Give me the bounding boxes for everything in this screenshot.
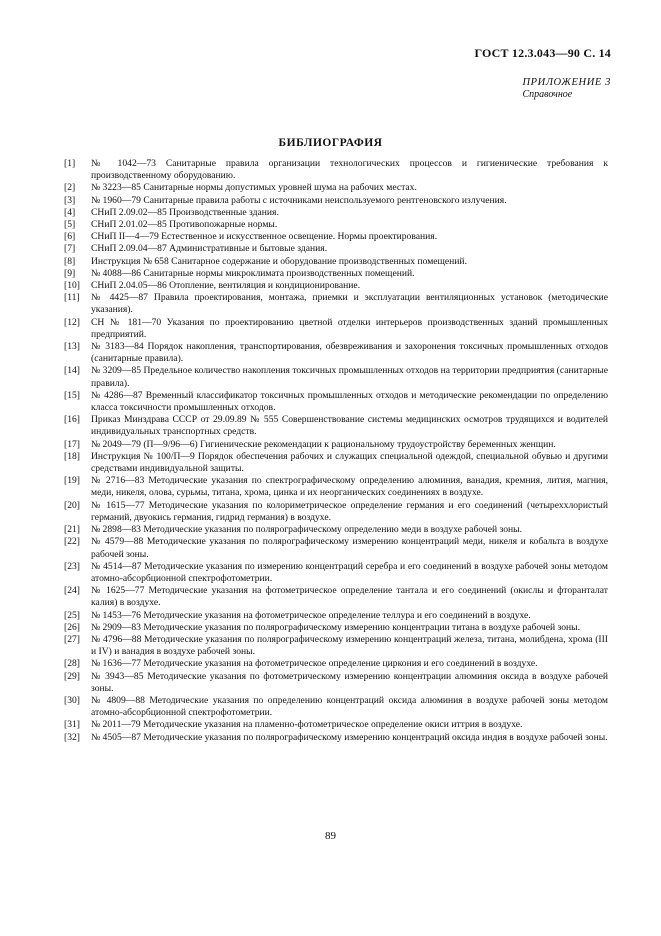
bibliography-entry [64,195,608,207]
bibliography-entry [64,182,608,194]
entry-number: [17] [64,438,80,450]
entry-text: № 1615—77 Методические указания по колориметрическое определение германия и его соединений (четыреххлористый германий, двуокись германия, гидрид германия) в воздухе. [91,499,608,523]
bibliography-entry [64,292,608,316]
bibliography-entry [64,658,608,670]
entry-number: [6] [64,231,76,243]
entry-number: [20] [64,499,80,511]
entry-text: № 2898—83 Методические указания по полярографическому определению меди в воздухе рабочей зоны. [91,524,523,536]
entry-number: [31] [64,719,80,731]
bibliography-entry [64,451,608,475]
entry-text: СН № 181—70 Указания по проектированию цветной отделки интерьеров производственных зданий промышленных предприятий. [91,316,608,340]
bibliography-entry [64,365,608,389]
bibliography-entry [64,207,608,219]
bibliography-entry [64,634,608,658]
entry-number: [23] [64,560,80,572]
section-title: БИБЛИОГРАФИЯ [278,137,383,149]
entry-number: [29] [64,670,80,682]
entry-text: № 3209—85 Предельное количество накопления токсичных промышленных отходов на территории предприятия (санитарные правила). [91,365,608,389]
bibliography-entry [64,317,608,341]
entry-text: СНиП 2.09.02—85 Производственные здания. [91,206,279,218]
entry-number: [22] [64,536,80,548]
entry-text: № 2716—83 Методические указания по спектрографическому определению алюминия, ванадия, кремния, лития, магния, меди, никеля, олова, сурьмы, титана, хрома, цинка и их неорганических соединениях в воздухе. [91,475,608,499]
entry-text: № 4809—88 Методические указания по определению концентраций оксида алюминия в воздухе рабочей зоны методом атомно-абсорбционной спектрофотометрии. [91,694,608,719]
bibliography-entry [64,268,608,280]
bibliography-entry [64,475,608,499]
bibliography-entry [64,719,608,731]
appendix-subtitle: Справочное [522,89,573,100]
document-header: ГОСТ 12.3.043—90 С. 14 [474,46,611,60]
bibliography-entry [64,231,608,243]
entry-number: [9] [64,267,76,279]
entry-number: [25] [64,609,80,621]
entry-text: № 3943—85 Методические указания по фотометрическому измерению концентрации алюминия оксида в воздухе рабочей зоны. [91,670,608,694]
entry-text: № 3183—84 Порядок накопления, транспортирования, обезвреживания и захоронения токсичных промышленных отходов (санитарные правила). [91,341,608,365]
bibliography-entry [64,256,608,268]
bibliography-entry [64,243,608,255]
entry-text: СНиП 2.04.05—86 Отопление, вентиляция и кондиционирование. [91,280,361,292]
bibliography-entry [64,536,608,560]
entry-text: Приказ Минздрава СССР от 29.09.89 № 555 Совершенствование системы медицинских осмотров трудящихся и водителей индивидуальных транспортных средств. [91,414,608,438]
entry-number: [26] [64,621,80,633]
bibliography-entry [64,671,608,695]
entry-number: [21] [64,524,80,536]
entry-text: № 4088—86 Санитарные нормы микроклимата производственных помещений. [91,267,415,279]
entry-number: [32] [64,731,80,743]
entry-text: № 1636—77 Методические указания на фотометрическое определение циркония и его соединений в воздухе. [91,658,538,670]
bibliography-entry [64,500,608,524]
bibliography-entry [64,280,608,292]
entry-text: № 2909—83 Методические указания по полярографическому измерению концентрации титана в воздухе рабочей зоны. [91,621,581,633]
entry-text: № 4796—88 Методические указания по полярографическому измерению концентраций железа, титана, молибдена, хрома (III и IV) и ванадия в воздухе рабочей зоны. [91,633,608,658]
entry-text: СНиП II—4—79 Естественное и искусственное освещение. Нормы проектирования. [91,231,438,243]
entry-number: [30] [64,694,80,706]
entry-text: № 1453—76 Методические указания на фотометрическое определение теллура и его соединений в воздухе. [91,609,531,621]
entry-text: № 1960—79 Санитарные правила работы с источниками неиспользуемого рентгеновского излучения. [91,194,507,206]
entry-text: Инструкция № 658 Санитарное содержание и оборудование производственных помещений. [91,255,467,267]
entry-text: СНиП 2.09.04—87 Административные и бытовые здания. [91,243,328,255]
entry-text: № 1625—77 Методические указания на фотометрическое определение тантала и его соединений (окислы и фторанталат калия) в воздухе. [91,585,608,609]
entry-number: [27] [64,633,80,645]
entry-text: № 4286—87 Временный классификатор токсичных промышленных отходов и методические рекомендации по определению класса токсичности промышленных отходов. [91,389,608,414]
bibliography-entry [64,524,608,536]
entry-number: [28] [64,658,80,670]
entry-text: № 2049—79 (П—9/96—6) Гигиенические рекомендации к рациональному трудоустройству беременных женщин. [91,438,556,450]
bibliography-entry [64,732,608,744]
entry-number: [7] [64,243,76,255]
entry-text: № 1042—73 Санитарные правила организации технологических процессов и гигиенические требования к производственному оборудованию. [91,158,608,182]
entry-number: [16] [64,414,80,426]
entry-number: [18] [64,450,80,462]
bibliography-entry [64,439,608,451]
entry-number: [2] [64,182,76,194]
entry-number: [8] [64,255,76,267]
entry-number: [11] [64,292,80,304]
bibliography-entry [64,610,608,622]
entry-number: [5] [64,219,76,231]
entry-number: [14] [64,365,80,377]
entry-text: № 4579—88 Методические указания по полярографическому измерению концентраций меди, никеля и кобальта в воздухе рабочей зоны. [91,536,608,560]
entry-number: [15] [64,389,80,401]
bibliography-entry [64,219,608,231]
entry-number: [12] [64,316,80,328]
entry-text: Инструкция № 100/П—9 Порядок обеспечения рабочих и служащих специальной одеждой, специальной обувью и другими средствами индивидуальной защиты. [91,450,608,475]
entry-number: [4] [64,206,76,218]
page-number: 89 [325,830,336,842]
entry-number: [13] [64,341,80,353]
entry-number: [10] [64,280,80,292]
bibliography-entry [64,341,608,365]
entry-number: [1] [64,158,76,169]
entry-text: № 2011—79 Методические указания на пламенно-фотометрическое определение окиси иттрия в воздухе. [91,719,523,731]
bibliography-entry [64,390,608,414]
entry-number: [3] [64,194,76,206]
bibliography-entry [64,414,608,438]
entry-number: [19] [64,475,80,487]
entry-number: [24] [64,585,80,597]
entry-text: № 4505—87 Методические указания по полярографическому измерению концентраций оксида индия в воздухе рабочей зоны. [91,731,608,743]
bibliography-entry [64,585,608,609]
bibliography-entry [64,561,608,585]
entry-text: № 3223—85 Санитарные нормы допустимых уровней шума на рабочих местах. [91,182,417,194]
appendix-label [522,77,611,101]
entry-text: № 4514—87 Методические указания по измерению концентраций серебра и его соединений в воздухе рабочей зоны методом атомно-абсорбционной спектрофотометрии. [91,560,608,584]
appendix-title: ПРИЛОЖЕНИЕ 3 [522,77,611,88]
entry-text: № 4425—87 Правила проектирования, монтажа, приемки и эксплуатации вентиляционных установок (методические указания). [91,292,608,316]
bibliography-entry [64,695,608,719]
bibliography-list [64,158,608,744]
bibliography-entry [64,158,608,182]
entry-text: СНиП 2.01.02—85 Противопожарные нормы. [91,219,278,231]
bibliography-entry [64,622,608,634]
